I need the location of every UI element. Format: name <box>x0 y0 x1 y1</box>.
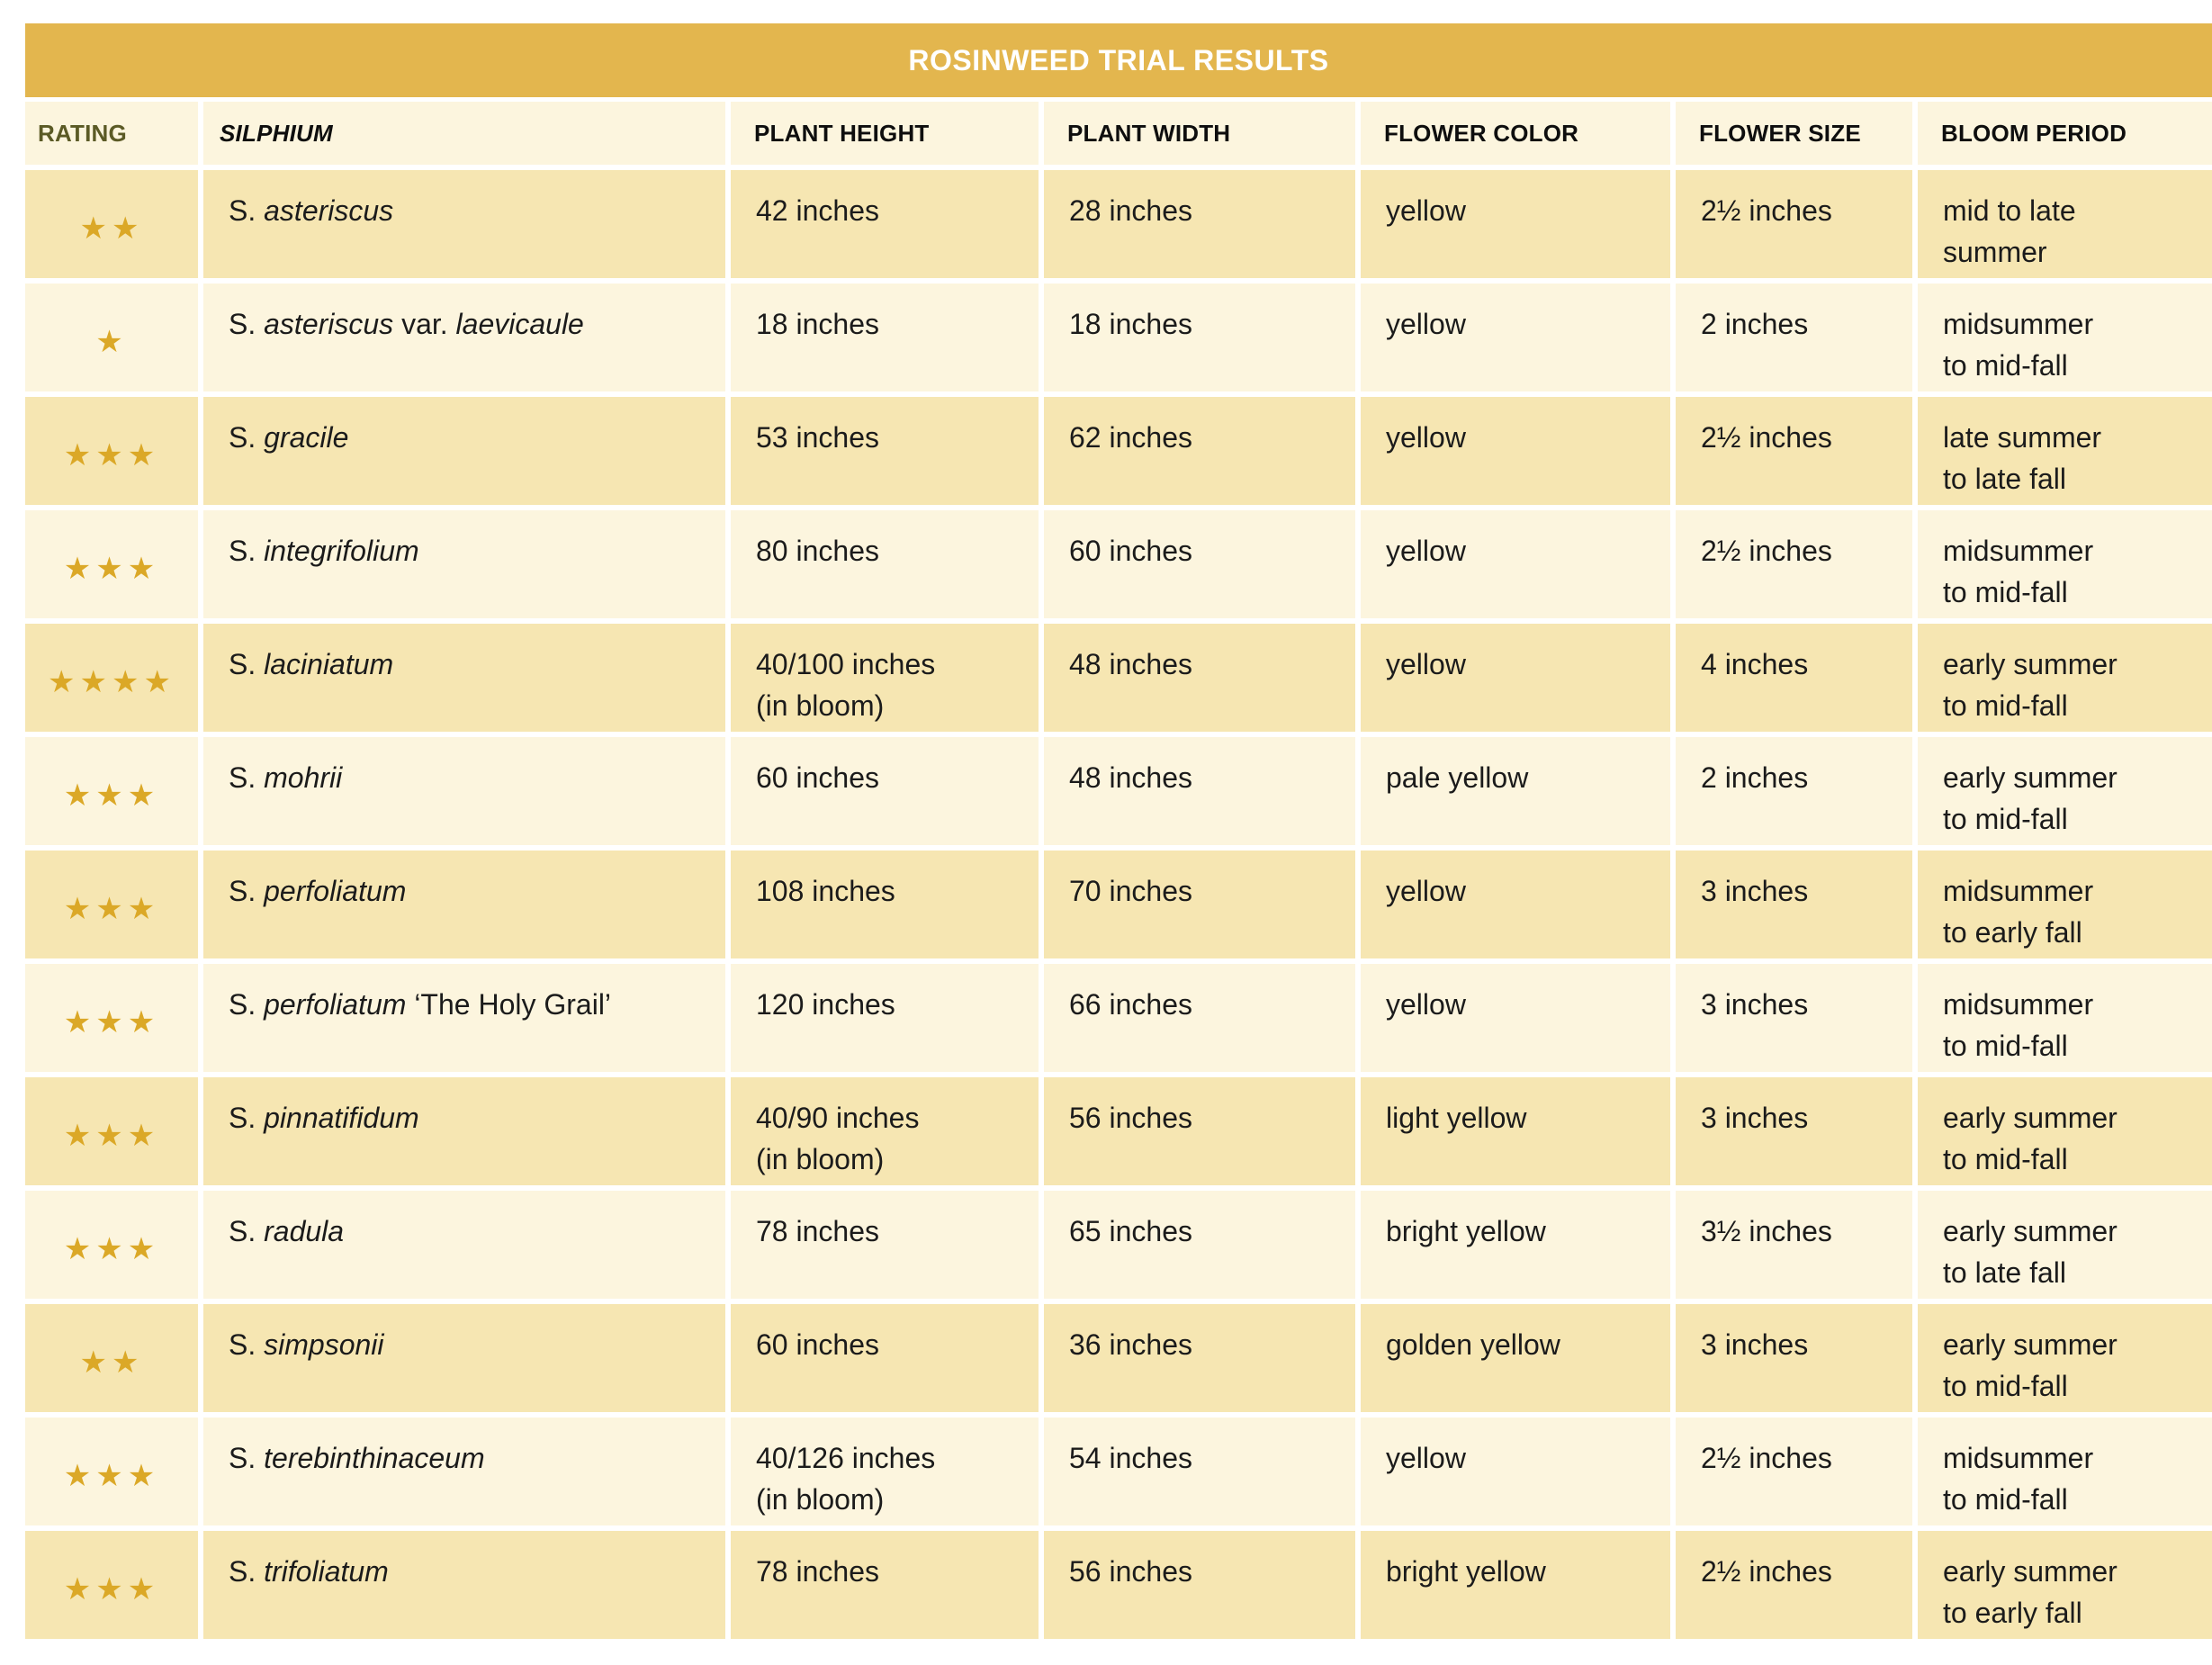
header-row <box>25 102 2212 165</box>
flower-size-cell: 3 inches <box>1676 964 1912 1072</box>
column-header-plant-height: PLANT HEIGHT <box>731 102 1039 165</box>
plant-width-cell: 56 inches <box>1044 1531 1355 1639</box>
table-row <box>25 510 2212 618</box>
flower-color-cell: yellow <box>1361 964 1670 1072</box>
flower-color-cell: golden yellow <box>1361 1304 1670 1412</box>
bloom-period-cell <box>1918 510 2212 618</box>
bloom-period-cell <box>1918 284 2212 392</box>
flower-size-cell: 2½ inches <box>1676 1418 1912 1526</box>
plant-height-value: 78 inches <box>756 1555 879 1588</box>
table-row <box>25 1304 2212 1412</box>
bloom-period-cell <box>1918 850 2212 958</box>
column-header-flower-size: FLOWER SIZE <box>1676 102 1912 165</box>
star-rating-icon: ★★★ <box>63 778 160 813</box>
flower-size-cell: 2½ inches <box>1676 510 1912 618</box>
bloom-period-cell <box>1918 1418 2212 1526</box>
rosinweed-trial-table <box>25 23 2212 1639</box>
bloom-period-cell <box>1918 624 2212 732</box>
column-header-silphium: SILPHIUM <box>203 102 725 165</box>
plant-height-cell <box>731 397 1039 505</box>
species-epithet: laciniatum <box>264 648 394 680</box>
genus-abbrev: S. <box>229 1328 256 1361</box>
flower-size-cell: 3½ inches <box>1676 1191 1912 1299</box>
species-epithet: gracile <box>264 421 349 454</box>
rating-cell <box>25 1304 198 1412</box>
plant-height-value: 40/100 inches <box>756 648 936 680</box>
rank-label: var. <box>401 308 448 340</box>
flower-color-cell: yellow <box>1361 624 1670 732</box>
bloom-period-cell <box>1918 1304 2212 1412</box>
plant-width-cell: 66 inches <box>1044 964 1355 1072</box>
flower-size-cell: 2½ inches <box>1676 170 1912 278</box>
bloom-period-line-1: early summer <box>1943 761 2118 794</box>
rating-cell <box>25 850 198 958</box>
flower-color-cell: bright yellow <box>1361 1531 1670 1639</box>
plant-width-cell: 48 inches <box>1044 624 1355 732</box>
table-row <box>25 284 2212 392</box>
plant-height-cell <box>731 1531 1039 1639</box>
bloom-period-cell <box>1918 170 2212 278</box>
genus-abbrev: S. <box>229 988 256 1021</box>
table-body <box>25 170 2212 1639</box>
bloom-period-line-2: to mid-fall <box>1943 803 2068 835</box>
plant-height-value: 18 inches <box>756 308 879 340</box>
bloom-period-line-2: to late fall <box>1943 1256 2066 1289</box>
species-name-cell <box>203 170 725 278</box>
flower-color-cell: yellow <box>1361 850 1670 958</box>
flower-color-cell: yellow <box>1361 1418 1670 1526</box>
species-epithet: pinnatifidum <box>264 1102 419 1134</box>
bloom-period-cell <box>1918 1077 2212 1185</box>
cultivar-name: ‘The Holy Grail’ <box>414 988 612 1021</box>
flower-size-cell: 3 inches <box>1676 850 1912 958</box>
plant-width-cell: 48 inches <box>1044 737 1355 845</box>
plant-width-cell: 56 inches <box>1044 1077 1355 1185</box>
bloom-period-line-1: mid to late <box>1943 194 2076 227</box>
species-epithet: asteriscus <box>264 308 394 340</box>
flower-color-cell: pale yellow <box>1361 737 1670 845</box>
flower-size-cell: 2½ inches <box>1676 1531 1912 1639</box>
bloom-period-cell <box>1918 1191 2212 1299</box>
plant-height-value: 40/90 inches <box>756 1102 920 1134</box>
star-rating-icon: ★★★ <box>63 552 160 586</box>
species-epithet: mohrii <box>264 761 343 794</box>
genus-abbrev: S. <box>229 1102 256 1134</box>
table-title-bar <box>25 23 2212 97</box>
column-header-bloom-period: BLOOM PERIOD <box>1918 102 2212 165</box>
plant-height-cell <box>731 737 1039 845</box>
table-row <box>25 1418 2212 1526</box>
table-row <box>25 737 2212 845</box>
star-rating-icon: ★★★ <box>63 1005 160 1040</box>
bloom-period-line-1: early summer <box>1943 1102 2118 1134</box>
bloom-period-line-2: to early fall <box>1943 916 2082 949</box>
plant-height-cell <box>731 1304 1039 1412</box>
star-rating-icon: ★★★ <box>63 1572 160 1606</box>
plant-height-value: 60 inches <box>756 1328 879 1361</box>
table-row <box>25 1077 2212 1185</box>
plant-width-cell: 65 inches <box>1044 1191 1355 1299</box>
plant-height-value: 40/126 inches <box>756 1442 936 1474</box>
species-epithet: simpsonii <box>264 1328 384 1361</box>
plant-height-value: 42 inches <box>756 194 879 227</box>
bloom-period-line-2: to mid-fall <box>1943 1143 2068 1175</box>
bloom-period-cell <box>1918 964 2212 1072</box>
table-row <box>25 1191 2212 1299</box>
star-rating-icon: ★★★ <box>63 1232 160 1266</box>
species-epithet: radula <box>264 1215 345 1247</box>
plant-width-cell: 70 inches <box>1044 850 1355 958</box>
star-rating-icon: ★★★★ <box>48 665 175 699</box>
rating-cell <box>25 737 198 845</box>
flower-size-cell: 2½ inches <box>1676 397 1912 505</box>
table-row <box>25 624 2212 732</box>
bloom-period-line-1: midsummer <box>1943 988 2094 1021</box>
rating-cell <box>25 1077 198 1185</box>
rating-cell <box>25 284 198 392</box>
bloom-period-line-2: to mid-fall <box>1943 576 2068 608</box>
species-epithet: trifoliatum <box>264 1555 389 1588</box>
rating-cell <box>25 624 198 732</box>
species-name-cell <box>203 510 725 618</box>
column-header-plant-width: PLANT WIDTH <box>1044 102 1355 165</box>
species-name-cell <box>203 397 725 505</box>
flower-size-cell: 3 inches <box>1676 1077 1912 1185</box>
genus-abbrev: S. <box>229 194 256 227</box>
bloom-period-line-1: early summer <box>1943 1328 2118 1361</box>
flower-color-cell: light yellow <box>1361 1077 1670 1185</box>
plant-height-value: 53 inches <box>756 421 879 454</box>
plant-width-cell: 28 inches <box>1044 170 1355 278</box>
table-row <box>25 1531 2212 1639</box>
bloom-period-line-1: midsummer <box>1943 535 2094 567</box>
plant-height-cell <box>731 850 1039 958</box>
plant-height-value: 120 inches <box>756 988 895 1021</box>
plant-height-cell <box>731 1191 1039 1299</box>
bloom-period-line-1: midsummer <box>1943 875 2094 907</box>
plant-height-cell <box>731 170 1039 278</box>
bloom-period-line-1: early summer <box>1943 1215 2118 1247</box>
star-rating-icon: ★ <box>95 325 128 359</box>
bloom-period-line-1: early summer <box>1943 648 2118 680</box>
species-epithet: asteriscus <box>264 194 394 227</box>
flower-size-cell: 2 inches <box>1676 284 1912 392</box>
flower-size-cell: 4 inches <box>1676 624 1912 732</box>
flower-color-cell: yellow <box>1361 397 1670 505</box>
bloom-period-line-2: to mid-fall <box>1943 1030 2068 1062</box>
species-name-cell <box>203 1304 725 1412</box>
plant-height-cell <box>731 624 1039 732</box>
star-rating-icon: ★★★ <box>63 892 160 926</box>
bloom-period-line-2: to mid-fall <box>1943 349 2068 382</box>
genus-abbrev: S. <box>229 421 256 454</box>
species-name-cell <box>203 1077 725 1185</box>
rating-cell <box>25 964 198 1072</box>
table-row <box>25 170 2212 278</box>
rating-cell <box>25 510 198 618</box>
bloom-period-line-2: to mid-fall <box>1943 1483 2068 1516</box>
bloom-period-cell <box>1918 737 2212 845</box>
plant-height-value: 78 inches <box>756 1215 879 1247</box>
genus-abbrev: S. <box>229 648 256 680</box>
plant-height-cell <box>731 964 1039 1072</box>
genus-abbrev: S. <box>229 308 256 340</box>
plant-width-cell: 60 inches <box>1044 510 1355 618</box>
species-name-cell <box>203 737 725 845</box>
bloom-period-line-2: summer <box>1943 236 2047 268</box>
plant-height-note: (in bloom) <box>756 1483 885 1516</box>
table-title: ROSINWEED TRIAL RESULTS <box>908 43 1329 76</box>
species-name-cell <box>203 624 725 732</box>
plant-height-cell <box>731 1418 1039 1526</box>
genus-abbrev: S. <box>229 875 256 907</box>
plant-width-cell: 62 inches <box>1044 397 1355 505</box>
flower-color-cell: yellow <box>1361 510 1670 618</box>
rating-cell <box>25 397 198 505</box>
flower-size-cell: 3 inches <box>1676 1304 1912 1412</box>
plant-height-note: (in bloom) <box>756 689 885 722</box>
genus-abbrev: S. <box>229 761 256 794</box>
bloom-period-line-1: early summer <box>1943 1555 2118 1588</box>
table-row <box>25 850 2212 958</box>
bloom-period-line-2: to mid-fall <box>1943 1370 2068 1402</box>
bloom-period-line-1: midsummer <box>1943 308 2094 340</box>
flower-color-cell: bright yellow <box>1361 1191 1670 1299</box>
star-rating-icon: ★★ <box>79 1346 144 1380</box>
plant-height-value: 80 inches <box>756 535 879 567</box>
bloom-period-line-2: to late fall <box>1943 463 2066 495</box>
flower-color-cell: yellow <box>1361 170 1670 278</box>
table-row <box>25 397 2212 505</box>
bloom-period-cell <box>1918 1531 2212 1639</box>
species-name-cell <box>203 1531 725 1639</box>
species-epithet: perfoliatum <box>264 875 407 907</box>
species-epithet: perfoliatum <box>264 988 407 1021</box>
bloom-period-cell <box>1918 397 2212 505</box>
infraspecific-name: laevicaule <box>455 308 584 340</box>
rating-cell <box>25 1531 198 1639</box>
bloom-period-line-2: to early fall <box>1943 1597 2082 1629</box>
rating-cell <box>25 1418 198 1526</box>
genus-abbrev: S. <box>229 1555 256 1588</box>
species-name-cell <box>203 1191 725 1299</box>
species-name-cell <box>203 1418 725 1526</box>
plant-height-cell <box>731 284 1039 392</box>
genus-abbrev: S. <box>229 535 256 567</box>
table-row <box>25 964 2212 1072</box>
bloom-period-line-1: midsummer <box>1943 1442 2094 1474</box>
species-name-cell <box>203 964 725 1072</box>
star-rating-icon: ★★★ <box>63 1459 160 1493</box>
plant-height-value: 60 inches <box>756 761 879 794</box>
rating-cell <box>25 1191 198 1299</box>
star-rating-icon: ★★ <box>79 212 144 246</box>
plant-width-cell: 18 inches <box>1044 284 1355 392</box>
star-rating-icon: ★★★ <box>63 1119 160 1153</box>
star-rating-icon: ★★★ <box>63 438 160 472</box>
species-epithet: terebinthinaceum <box>264 1442 485 1474</box>
plant-height-value: 108 inches <box>756 875 895 907</box>
plant-width-cell: 36 inches <box>1044 1304 1355 1412</box>
genus-abbrev: S. <box>229 1442 256 1474</box>
plant-width-cell: 54 inches <box>1044 1418 1355 1526</box>
species-name-cell <box>203 284 725 392</box>
bloom-period-line-2: to mid-fall <box>1943 689 2068 722</box>
species-epithet: integrifolium <box>264 535 419 567</box>
plant-height-cell <box>731 510 1039 618</box>
bloom-period-line-1: late summer <box>1943 421 2102 454</box>
flower-size-cell: 2 inches <box>1676 737 1912 845</box>
column-header-rating: RATING <box>25 102 198 165</box>
plant-height-note: (in bloom) <box>756 1143 885 1175</box>
flower-color-cell: yellow <box>1361 284 1670 392</box>
column-header-flower-color: FLOWER COLOR <box>1361 102 1670 165</box>
rating-cell <box>25 170 198 278</box>
genus-abbrev: S. <box>229 1215 256 1247</box>
plant-height-cell <box>731 1077 1039 1185</box>
species-name-cell <box>203 850 725 958</box>
